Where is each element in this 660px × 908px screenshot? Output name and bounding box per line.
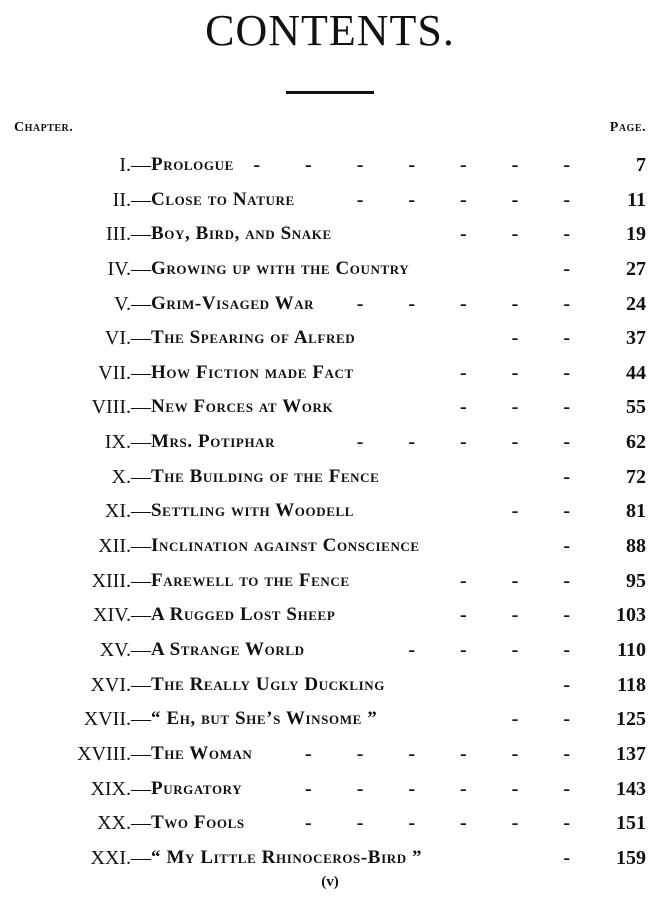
chapter-dash: —	[131, 465, 151, 488]
chapter-title: Grim-Visaged War	[151, 292, 315, 314]
page-number: 103	[616, 604, 646, 627]
dot-leaders: - -	[511, 500, 590, 523]
dot-leaders: - - -	[460, 569, 590, 592]
chapter-number: IX.	[104, 431, 131, 454]
chapter-title: New Forces at Work	[151, 396, 334, 418]
chapter-dash: —	[131, 777, 151, 800]
toc-entry	[0, 287, 660, 322]
page-number: 88	[626, 535, 646, 558]
page-column-header: Page.	[609, 120, 646, 135]
chapter-number: XVI.	[90, 673, 131, 696]
chapter-title: Two Fools	[151, 812, 245, 834]
chapter-dash: —	[131, 742, 151, 765]
chapter-number: I.	[119, 154, 131, 176]
dot-leaders: - - - - -	[356, 292, 590, 315]
page-number: 72	[626, 465, 646, 488]
dot-leaders: - - - - - -	[305, 777, 590, 800]
page-number: 7	[636, 154, 646, 176]
chapter-title: “ My Little Rhinoceros-Bird ”	[151, 846, 423, 868]
page-number: 110	[617, 638, 646, 661]
chapter-title: Settling with Woodell	[151, 500, 355, 522]
dot-leaders: -	[563, 846, 590, 869]
chapter-number: XX.	[97, 812, 131, 835]
chapter-number: XI.	[104, 500, 131, 523]
toc-entry	[0, 806, 660, 841]
chapter-number: V.	[114, 292, 131, 315]
page-number: 151	[616, 812, 646, 835]
chapter-title: The Really Ugly Duckling	[151, 673, 385, 695]
toc-entry	[0, 217, 660, 252]
title-rule	[286, 91, 374, 94]
chapter-title: A Strange World	[151, 638, 305, 660]
chapter-number: XII.	[98, 535, 131, 558]
chapter-title: Inclination against Conscience	[151, 535, 420, 557]
chapter-title: A Rugged Lost Sheep	[151, 604, 336, 626]
chapter-number: III.	[106, 223, 131, 246]
chapter-title: Boy, Bird, and Snake	[151, 223, 332, 245]
page-number: 11	[627, 188, 646, 211]
toc-entry	[0, 183, 660, 218]
chapter-number: VII.	[98, 361, 131, 384]
page-number: 55	[626, 396, 646, 419]
chapter-number: II.	[112, 188, 131, 211]
chapter-number: VI.	[104, 327, 131, 350]
dot-leaders: - - - - -	[356, 431, 590, 454]
toc-entry	[0, 252, 660, 287]
dot-leaders: -	[563, 465, 590, 488]
dot-leaders: - - - -	[408, 638, 590, 661]
chapter-column-header: Chapter.	[14, 120, 74, 135]
dot-leaders: - - -	[460, 604, 590, 627]
page-number: 125	[616, 708, 646, 731]
page-number: 24	[626, 292, 646, 315]
page-number: 143	[616, 777, 646, 800]
page-number: 159	[616, 846, 646, 869]
chapter-dash: —	[131, 846, 151, 869]
chapter-number: XVII.	[83, 708, 131, 731]
page-number: 137	[616, 742, 646, 765]
chapter-number: XIX.	[90, 777, 131, 800]
toc-entry	[0, 529, 660, 564]
chapter-dash: —	[131, 431, 151, 454]
dot-leaders: - - -	[460, 223, 590, 246]
chapter-title: Purgatory	[151, 777, 243, 799]
dot-leaders: - - - - - -	[305, 742, 590, 765]
page-number: 37	[626, 327, 646, 350]
chapter-dash: —	[131, 327, 151, 350]
toc-entry	[0, 702, 660, 737]
dot-leaders: - -	[511, 708, 590, 731]
toc-entry	[0, 321, 660, 356]
chapter-title: Farewell to the Fence	[151, 569, 350, 591]
chapter-title: “ Eh, but She’s Winsome ”	[151, 708, 378, 730]
chapter-title: Prologue	[151, 154, 234, 175]
chapter-number: X.	[111, 465, 131, 488]
chapter-dash: —	[131, 292, 151, 315]
dot-leaders: - - - - -	[356, 188, 590, 211]
chapter-dash: —	[131, 708, 151, 731]
toc-entry	[0, 772, 660, 807]
chapter-dash: —	[131, 638, 151, 661]
page-number: 62	[626, 431, 646, 454]
dot-leaders: - - -	[460, 396, 590, 419]
dot-leaders: - -	[511, 327, 590, 350]
chapter-dash: —	[131, 396, 151, 419]
page-number: 118	[617, 673, 646, 696]
toc-entry	[0, 390, 660, 425]
toc-entry	[0, 841, 660, 876]
chapter-title: How Fiction made Fact	[151, 361, 354, 383]
chapter-dash: —	[131, 500, 151, 523]
page-number: 27	[626, 257, 646, 280]
page-number: 19	[626, 223, 646, 246]
chapter-dash: —	[131, 673, 151, 696]
chapter-dash: —	[131, 569, 151, 592]
chapter-number: VIII.	[91, 396, 131, 419]
chapter-title: Close to Nature	[151, 188, 295, 210]
toc-entry	[0, 356, 660, 391]
chapter-dash: —	[131, 257, 151, 280]
toc-entry	[0, 737, 660, 772]
page-number: 81	[626, 500, 646, 523]
chapter-title: The Building of the Fence	[151, 465, 380, 487]
page-number: 44	[626, 361, 646, 384]
dot-leaders: - - - - - - -	[253, 154, 590, 176]
dot-leaders: -	[563, 257, 590, 280]
dot-leaders: - - -	[460, 361, 590, 384]
toc-entry	[0, 494, 660, 529]
chapter-title: The Spearing of Alfred	[151, 327, 356, 349]
page-title: CONTENTS.	[205, 6, 455, 55]
chapter-number: XXI.	[90, 846, 131, 869]
chapter-dash: —	[131, 361, 151, 384]
toc-entry	[0, 598, 660, 633]
dot-leaders: -	[563, 535, 590, 558]
toc-entry	[0, 425, 660, 460]
toc-entry	[0, 668, 660, 703]
chapter-dash: —	[131, 223, 151, 246]
chapter-dash: —	[131, 812, 151, 835]
page-number: 95	[626, 569, 646, 592]
page-folio: (v)	[321, 874, 339, 890]
chapter-dash: —	[131, 188, 151, 211]
chapter-dash: —	[131, 604, 151, 627]
chapter-title: Mrs. Potiphar	[151, 431, 276, 453]
dot-leaders: - - - - - -	[305, 812, 590, 835]
toc-entry	[0, 460, 660, 495]
chapter-dash: —	[131, 535, 151, 558]
chapter-dash: —	[131, 154, 151, 176]
chapter-number: XIII.	[91, 569, 131, 592]
table-of-contents	[0, 148, 660, 875]
dot-leaders: -	[563, 673, 590, 696]
toc-entry	[0, 564, 660, 599]
toc-entry	[0, 633, 660, 668]
chapter-title: The Woman	[151, 742, 253, 764]
chapter-title: Growing up with the Country	[151, 257, 410, 279]
chapter-number: XIV.	[93, 604, 131, 627]
chapter-number: XVIII.	[77, 742, 131, 765]
toc-entry	[0, 148, 660, 183]
chapter-number: IV.	[107, 257, 131, 280]
chapter-number: XV.	[99, 638, 131, 661]
